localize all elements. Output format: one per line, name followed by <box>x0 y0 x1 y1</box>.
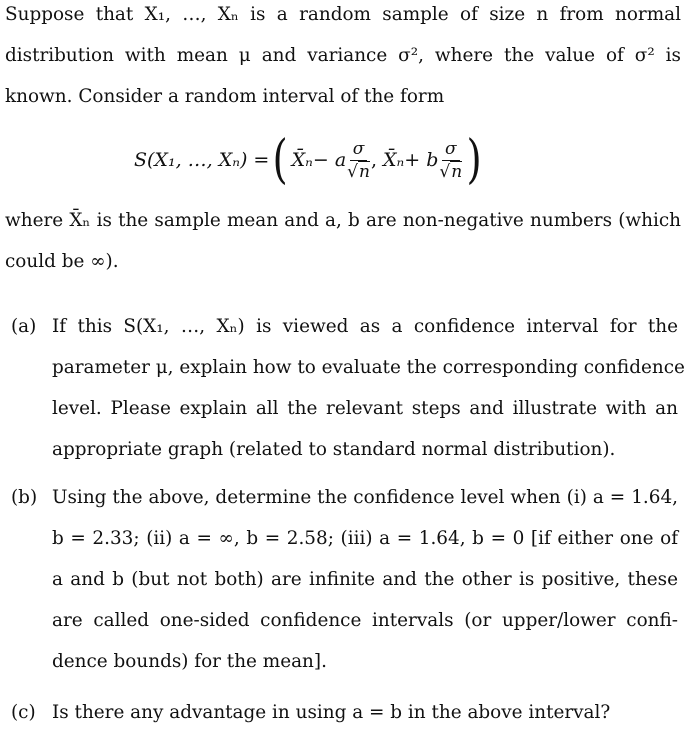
part-a-line-2: parameter μ, explain how to evaluate the corresponding confidence <box>52 357 685 378</box>
intro-line-2: distribution with mean μ and variance σ², where the value of σ² is <box>5 45 681 66</box>
part-b-line-5: dence bounds) for the mean]. <box>52 651 327 672</box>
sqrt-right-radicand: n <box>451 161 463 182</box>
part-a-line-3: level. Please explain all the relevant steps and illustrate with an <box>52 398 678 419</box>
part-a-line-1: If this S(X₁, …, Xₙ) is viewed as a confidence interval for the <box>52 316 678 337</box>
intro-line-3: known. Consider a random interval of the form <box>5 86 445 107</box>
formula-minus-a: − a <box>312 149 347 171</box>
after-formula-line-1: where X̄ₙ is the sample mean and a, b are non-negative numbers (which <box>5 210 681 231</box>
formula-lhs: S(X₁, …, Xₙ) = <box>134 149 270 171</box>
fraction-right-numerator: σ <box>442 138 460 161</box>
part-b-line-1: Using the above, determine the confidence level when (i) a = 1.64, <box>52 487 678 508</box>
part-c-label: (c) <box>11 702 36 723</box>
part-b-line-2: b = 2.33; (ii) a = ∞, b = 2.58; (iii) a = 1.64, b = 0 [if either one of <box>52 528 678 549</box>
formula-comma: , <box>370 149 378 171</box>
after-formula-line-2: could be ∞). <box>5 251 119 272</box>
fraction-right <box>439 138 462 183</box>
part-a-label: (a) <box>11 316 37 337</box>
part-b-line-3: a and b (but not both) are infinite and the other is positive, these <box>52 569 678 590</box>
part-a-body <box>52 306 685 470</box>
formula-xbar-left: X̄ₙ <box>291 149 313 171</box>
sqrt-left-radicand: n <box>359 161 370 182</box>
left-paren: ( <box>272 130 289 190</box>
part-b-line-4: are called one-sided confidence intervals (or upper/lower confi- <box>52 610 678 631</box>
part-a-line-4: appropriate graph (related to standard normal distribution). <box>52 439 616 460</box>
part-b-body <box>52 477 678 682</box>
formula-xbar-right: X̄ₙ <box>383 149 405 171</box>
interval-formula <box>134 128 485 192</box>
intro-line-1: Suppose that X₁, …, Xₙ is a random sample of size n from normal <box>5 4 681 25</box>
fraction-left-numerator: σ <box>350 138 368 161</box>
sqrt-left: √n <box>347 161 370 182</box>
sqrt-right: √n <box>439 161 463 182</box>
part-c-line-1: Is there any advantage in using a = b in the above interval? <box>52 702 611 723</box>
part-b-label: (b) <box>11 487 38 508</box>
after-formula-paragraph <box>5 200 681 282</box>
part-c-body <box>52 692 678 733</box>
formula-plus-b: + b <box>404 149 439 171</box>
right-paren: ) <box>466 130 482 190</box>
fraction-left <box>347 138 370 183</box>
intro-paragraph <box>5 0 681 117</box>
